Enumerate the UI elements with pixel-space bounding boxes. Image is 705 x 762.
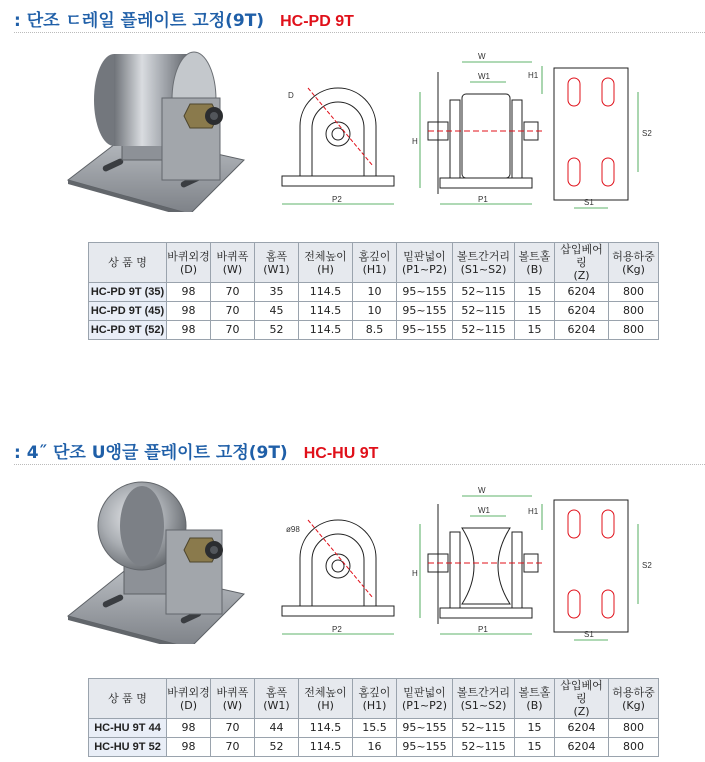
col-header: 바퀴외경 (D) <box>167 679 211 719</box>
product-name-cell: HC-HU 9T 44 <box>89 719 167 738</box>
col-header: 홈깊이 (H1) <box>353 243 397 283</box>
product-name-cell: HC-PD 9T (35) <box>89 283 167 302</box>
col-header: 볼트간거리 (S1~S2) <box>453 243 515 283</box>
cell: 70 <box>211 321 255 340</box>
cell: 98 <box>167 738 211 757</box>
col-header: 바퀴폭 (W) <box>211 243 255 283</box>
col-header: 바퀴외경 (D) <box>167 243 211 283</box>
cell: 70 <box>211 719 255 738</box>
cell: 15 <box>515 302 555 321</box>
cell: 44 <box>255 719 299 738</box>
base-plate-side <box>282 176 394 186</box>
col-header: 밑판넓이 (P1~P2) <box>397 679 453 719</box>
label-d: D <box>288 91 294 100</box>
col-header: 바퀴폭 (W) <box>211 679 255 719</box>
cell: 8.5 <box>353 321 397 340</box>
cell: 70 <box>211 738 255 757</box>
cell: 10 <box>353 302 397 321</box>
cell: 52 <box>255 321 299 340</box>
cell: 70 <box>211 283 255 302</box>
cell: 52~115 <box>453 283 515 302</box>
cell: 114.5 <box>299 321 353 340</box>
cell: 6204 <box>555 283 609 302</box>
technical-drawing <box>278 48 658 218</box>
cell: 114.5 <box>299 283 353 302</box>
product-section-hu <box>0 430 705 762</box>
col-header: 볼트간거리 (S1~S2) <box>453 679 515 719</box>
table-header-row <box>89 679 659 719</box>
label-s2: S2 <box>642 129 652 138</box>
label-h1: H1 <box>528 507 539 516</box>
label-s1: S1 <box>584 198 594 207</box>
label-d: ø98 <box>286 525 300 534</box>
section-title <box>14 6 354 32</box>
spec-table <box>88 678 659 757</box>
label-h1: H1 <box>528 71 539 80</box>
cell: 800 <box>609 321 659 340</box>
cell: 98 <box>167 719 211 738</box>
col-header: 홈깊이 (H1) <box>353 679 397 719</box>
label-w1: W1 <box>478 506 490 515</box>
cell: 6204 <box>555 302 609 321</box>
col-header: 볼트홀 (B) <box>515 679 555 719</box>
product-name-cell: HC-PD 9T (52) <box>89 321 167 340</box>
cell: 6204 <box>555 719 609 738</box>
product-section-pd <box>0 0 705 380</box>
cell: 15.5 <box>353 719 397 738</box>
section-title-code: HC-HU 9T <box>303 445 379 462</box>
cell: 15 <box>515 738 555 757</box>
title-divider <box>14 464 705 465</box>
cell: 15 <box>515 321 555 340</box>
cell: 35 <box>255 283 299 302</box>
spec-table <box>88 242 659 340</box>
label-h: H <box>412 569 418 578</box>
cell: 800 <box>609 302 659 321</box>
product-photo <box>62 474 252 644</box>
cell: 95~155 <box>397 283 453 302</box>
cell: 52~115 <box>453 719 515 738</box>
title-divider <box>14 32 705 33</box>
col-header: 홈폭 (W1) <box>255 243 299 283</box>
label-p1: P1 <box>478 625 488 634</box>
label-w1: W1 <box>478 72 490 81</box>
label-h: H <box>412 137 418 146</box>
table-row <box>89 302 659 321</box>
col-header: 홈폭 (W1) <box>255 679 299 719</box>
table-row <box>89 321 659 340</box>
label-p1: P1 <box>478 195 488 204</box>
cell: 95~155 <box>397 719 453 738</box>
col-header: 전체높이 (H) <box>299 243 353 283</box>
cell: 98 <box>167 321 211 340</box>
cell: 95~155 <box>397 738 453 757</box>
col-header: 상 품 명 <box>89 679 167 719</box>
label-s1: S1 <box>584 630 594 639</box>
cell: 98 <box>167 283 211 302</box>
label-w: W <box>478 52 486 61</box>
table-row <box>89 719 659 738</box>
col-header: 허용하중 (Kg) <box>609 243 659 283</box>
col-header: 삽입베어링 (Z) <box>555 243 609 283</box>
wheel-outline <box>300 88 376 176</box>
cell: 800 <box>609 738 659 757</box>
cell: 114.5 <box>299 738 353 757</box>
col-header: 밑판넓이 (P1~P2) <box>397 243 453 283</box>
cell: 70 <box>211 302 255 321</box>
cell: 114.5 <box>299 719 353 738</box>
base-plate-top <box>554 68 628 200</box>
table-row <box>89 738 659 757</box>
col-header: 삽입베어링 (Z) <box>555 679 609 719</box>
cell: 6204 <box>555 738 609 757</box>
section-title <box>14 438 378 464</box>
product-name-cell: HC-HU 9T 52 <box>89 738 167 757</box>
table-header-row <box>89 243 659 283</box>
cell: 800 <box>609 719 659 738</box>
cell: 800 <box>609 283 659 302</box>
col-header: 상 품 명 <box>89 243 167 283</box>
col-header: 볼트홀 (B) <box>515 243 555 283</box>
cell: 52~115 <box>453 321 515 340</box>
label-p2: P2 <box>332 195 342 204</box>
label-w: W <box>478 486 486 495</box>
section-title-korean: : 단조 ㄷ레일 플레이트 고정(9T) <box>14 11 265 31</box>
cell: 16 <box>353 738 397 757</box>
cell: 15 <box>515 719 555 738</box>
cell: 10 <box>353 283 397 302</box>
col-header: 전체높이 (H) <box>299 679 353 719</box>
table-row <box>89 283 659 302</box>
cell: 95~155 <box>397 321 453 340</box>
cell: 45 <box>255 302 299 321</box>
cell: 52 <box>255 738 299 757</box>
cell: 6204 <box>555 321 609 340</box>
technical-drawing <box>278 480 658 650</box>
cell: 52~115 <box>453 302 515 321</box>
cell: 52~115 <box>453 738 515 757</box>
section-title-korean: : 4˝ 단조 U앵글 플레이트 고정(9T) <box>14 443 288 463</box>
label-p2: P2 <box>332 625 342 634</box>
col-header: 허용하중 (Kg) <box>609 679 659 719</box>
product-name-cell: HC-PD 9T (45) <box>89 302 167 321</box>
section-title-code: HC-PD 9T <box>280 13 354 30</box>
cell: 95~155 <box>397 302 453 321</box>
cell: 98 <box>167 302 211 321</box>
label-s2: S2 <box>642 561 652 570</box>
product-photo <box>62 42 252 212</box>
cell: 114.5 <box>299 302 353 321</box>
cell: 15 <box>515 283 555 302</box>
